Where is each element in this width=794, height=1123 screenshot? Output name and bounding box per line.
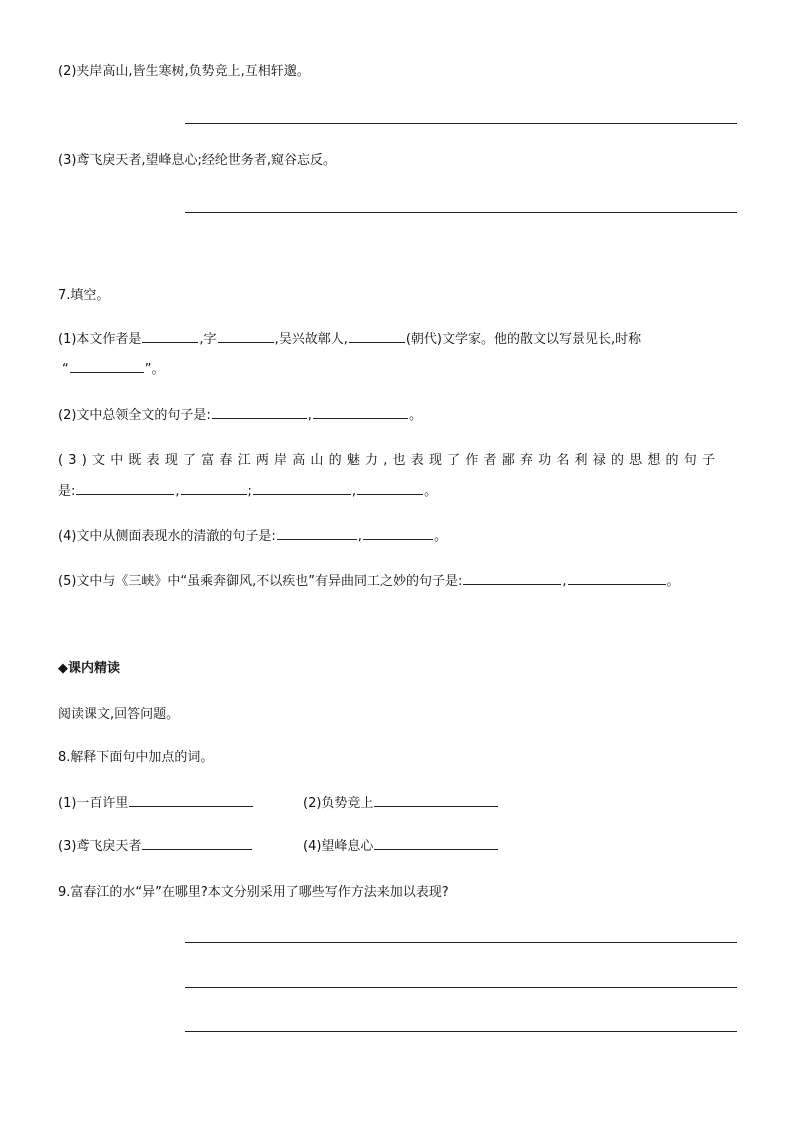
q7-sub-4 bbox=[58, 527, 447, 547]
answer-line[interactable] bbox=[185, 987, 737, 988]
answer-line[interactable] bbox=[185, 123, 737, 124]
fill-blank[interactable] bbox=[212, 406, 307, 419]
q7-sub-3-text: 是: bbox=[58, 484, 76, 499]
fill-blank[interactable] bbox=[463, 572, 561, 585]
section-title: ◆课内精读 bbox=[58, 661, 120, 676]
q7-sub-1-cont bbox=[62, 360, 165, 380]
comma: , bbox=[307, 408, 312, 423]
q8-item-2-text: (2)负势竞上 bbox=[303, 796, 374, 811]
comma: , bbox=[175, 484, 180, 499]
q8-item-4-text: (4)望峰息心 bbox=[303, 839, 374, 854]
open-quote: “ bbox=[62, 362, 69, 377]
fill-blank[interactable] bbox=[70, 360, 144, 373]
fill-blank[interactable] bbox=[218, 330, 274, 343]
q8-item-3 bbox=[58, 837, 253, 857]
comma: , bbox=[351, 484, 357, 499]
period: 。 bbox=[424, 484, 438, 499]
fill-blank[interactable] bbox=[374, 837, 498, 850]
q8-item-4 bbox=[303, 837, 499, 857]
comma: , bbox=[562, 574, 567, 589]
fill-blank[interactable] bbox=[349, 330, 405, 343]
fill-blank[interactable] bbox=[313, 406, 408, 419]
q6-item-2: (2)夹岸高山,皆生寒树,负势竞上,互相轩邈。 bbox=[58, 64, 310, 79]
fill-blank[interactable] bbox=[76, 482, 174, 495]
q7-heading: 7.填空。 bbox=[58, 288, 110, 303]
q8-heading: 8.解释下面句中加点的词。 bbox=[58, 750, 214, 765]
fill-blank[interactable] bbox=[277, 527, 357, 540]
answer-line[interactable] bbox=[185, 942, 737, 943]
q7-sub-3-line1: (3)文中既表现了富春江两岸高山的魅力,也表现了作者鄙弃功名利禄的思想的句子 bbox=[58, 453, 721, 468]
q8-item-1 bbox=[58, 794, 254, 814]
q7-sub-1-text-a: (1)本文作者是 bbox=[58, 332, 142, 347]
fill-blank[interactable] bbox=[129, 794, 253, 807]
fill-blank[interactable] bbox=[363, 527, 433, 540]
comma: , bbox=[357, 529, 362, 544]
q7-sub-4-text: (4)文中从侧面表现水的清澈的句子是: bbox=[58, 529, 276, 544]
section-instruction: 阅读课文,回答问题。 bbox=[58, 707, 180, 722]
q7-sub-5 bbox=[58, 572, 680, 592]
answer-line[interactable] bbox=[185, 1031, 737, 1032]
q8-item-3-text: (3)鸢飞戾天者 bbox=[58, 839, 142, 854]
q7-sub-2-text: (2)文中总领全文的句子是: bbox=[58, 408, 211, 423]
fill-blank[interactable] bbox=[253, 482, 351, 495]
answer-line[interactable] bbox=[185, 212, 737, 213]
fill-blank[interactable] bbox=[568, 572, 666, 585]
q8-item-2 bbox=[303, 794, 499, 814]
period: 。 bbox=[666, 574, 680, 589]
q7-sub-5-text: (5)文中与《三峡》中“虽乘奔御风,不以疾也”有异曲同工之妙的句子是: bbox=[58, 574, 463, 589]
q7-sub-1-text-c: ,吴兴故鄣人, bbox=[274, 332, 348, 347]
q7-sub-2 bbox=[58, 406, 422, 426]
q9-heading: 9.富春江的水“异”在哪里?本文分别采用了哪些写作方法来加以表现? bbox=[58, 885, 449, 900]
fill-blank[interactable] bbox=[374, 794, 498, 807]
q7-sub-1 bbox=[58, 330, 641, 350]
fill-blank[interactable] bbox=[181, 482, 247, 495]
q6-item-3: (3)鸢飞戾天者,望峰息心;经纶世务者,窥谷忘反。 bbox=[58, 153, 337, 168]
q8-item-1-text: (1)一百许里 bbox=[58, 796, 129, 811]
q7-sub-3-line2 bbox=[58, 482, 437, 502]
q7-sub-1-text-d: (朝代)文学家。他的散文以写景见长,时称 bbox=[405, 332, 642, 347]
close-quote: ”。 bbox=[144, 362, 165, 377]
q7-sub-1-text-b: ,字 bbox=[199, 332, 217, 347]
fill-blank[interactable] bbox=[142, 330, 198, 343]
semicolon: ; bbox=[247, 484, 252, 499]
period: 。 bbox=[408, 408, 422, 423]
period: 。 bbox=[433, 529, 447, 544]
fill-blank[interactable] bbox=[142, 837, 252, 850]
fill-blank[interactable] bbox=[357, 482, 423, 495]
